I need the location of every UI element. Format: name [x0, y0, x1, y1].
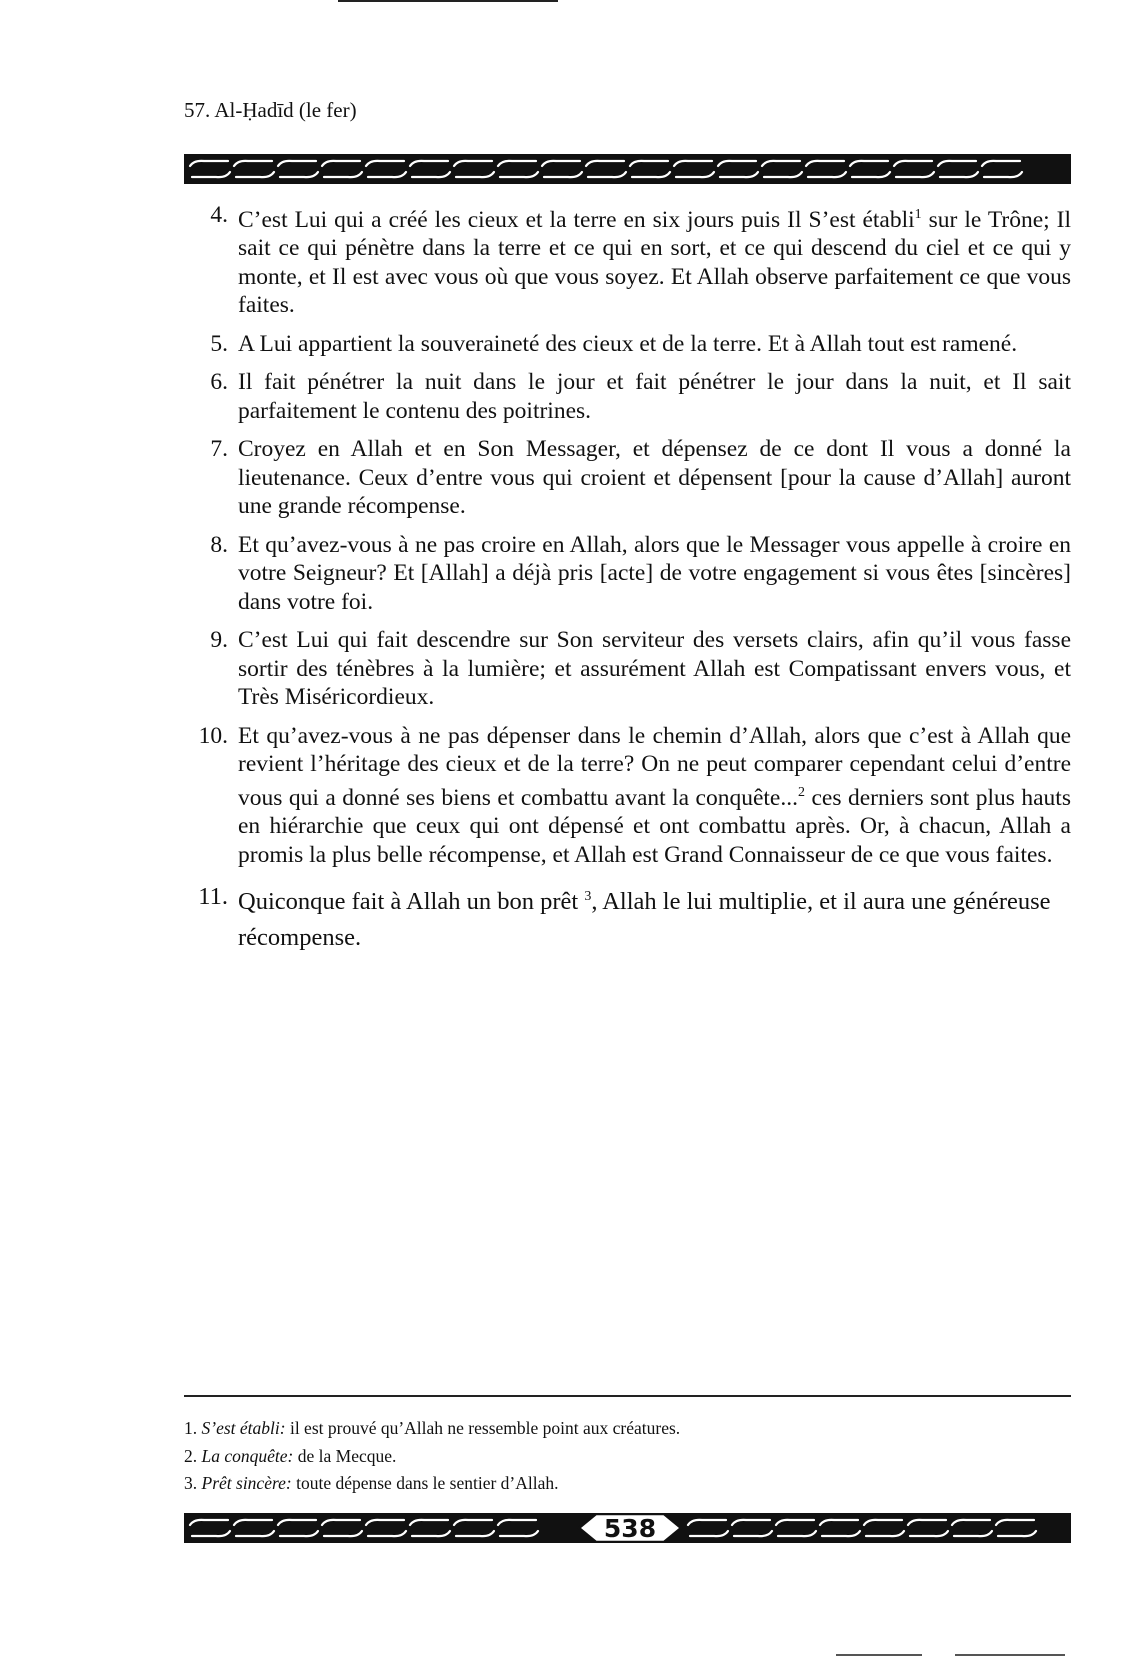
verse-8 — [176, 531, 1071, 617]
verse-9 — [176, 626, 1071, 712]
verse-number: 11. — [198, 883, 228, 911]
verse-text: Il fait pénétrer la nuit dans le jour et fait pénétrer le jour dans la nuit, et Il sait parfaitement le contenu des poitrines. — [238, 369, 1071, 424]
footnote-ref: 1 — [914, 207, 922, 222]
verse-text: C’est Lui qui a créé les cieux et la terre en six jours puis Il S’est établi$^1$ sur le Trône; Il sait ce qui pénètre dans la terre et ce qui en sort, et ce qui descend du ciel et ce qui y monte, et Il est avec vous où que vous soyez. Et Allah observe parfaitement ce que vous faites. — [238, 206, 1071, 319]
verse-7 — [176, 435, 1071, 521]
footnote-3 — [184, 1470, 1071, 1498]
verse-text: A Lui appartient la souveraineté des cieux et de la terre. Et à Allah tout est ramené. — [238, 330, 1018, 357]
bottom-mark — [836, 1654, 922, 1656]
verse-number: 9. — [210, 627, 228, 654]
footnote-1 — [184, 1415, 1071, 1443]
footnote-ref: 3 — [584, 889, 592, 905]
verse-number: 6. — [210, 369, 228, 396]
verse-5 — [176, 330, 1071, 359]
footnote-text: de la Mecque. — [293, 1445, 397, 1466]
footnote-number: 3. — [184, 1473, 198, 1493]
verse-text: C’est Lui qui fait descendre sur Son serviteur des versets clairs, afin qu’il vous fasse sortir des ténèbres à la lumière; et assurément Allah est Compatissant envers vous, et Très Miséricordieux. — [238, 627, 1071, 711]
footnote-list — [184, 1415, 1071, 1498]
verse-11 — [176, 879, 1071, 956]
verse-list — [176, 201, 1071, 966]
page-header: 57. Al-Ḥadīd (le fer) — [184, 98, 357, 122]
ornamental-band-bottom — [184, 1513, 1071, 1543]
verse-10 — [176, 722, 1071, 869]
verse-number: 10. — [198, 722, 228, 749]
verse-6 — [176, 368, 1071, 425]
footnote-term: Prêt sincère: — [201, 1473, 292, 1493]
footnote-text: toute dépense dans le sentier d’Allah. — [291, 1473, 559, 1493]
top-rule — [338, 0, 558, 2]
verse-number: 7. — [210, 436, 228, 463]
page-number: 538 — [603, 1514, 657, 1543]
footnote-ref: 2 — [798, 784, 805, 800]
footnote-number: 2. — [184, 1445, 198, 1466]
footnote-term: La conquête: — [201, 1445, 294, 1466]
verse-text: Quiconque fait à Allah un bon prêt $^3$, Allah le lui multiplie, et il aura une généreuse récompense. — [238, 888, 1051, 952]
verse-4 — [176, 201, 1071, 320]
verse-text: Et qu’avez-vous à ne pas croire en Allah, alors que le Messager vous appelle à croire en votre Seigneur? Et [Allah] a déjà pris [acte] de votre engagement si vous êtes [sincères] dans votre foi. — [238, 531, 1071, 615]
footnote-2 — [184, 1443, 1071, 1471]
verse-number: 5. — [210, 330, 228, 357]
bottom-mark — [955, 1654, 1065, 1656]
verse-number: 4. — [210, 202, 228, 228]
footnote-number: 1. — [184, 1418, 198, 1438]
footnote-divider — [184, 1395, 1071, 1397]
ornamental-band-top — [184, 154, 1071, 184]
verse-number: 8. — [210, 531, 228, 558]
verse-text: Croyez en Allah et en Son Messager, et dépensez de ce dont Il vous a donné la lieutenance. Ceux d’entre vous qui croient et dépensent [pour la cause d’Allah] auront une grande récompense. — [238, 436, 1071, 520]
footnote-term: S’est établi: — [201, 1418, 286, 1438]
verse-text: Et qu’avez-vous à ne pas dépenser dans le chemin d’Allah, alors que c’est à Allah que revient l’héritage des cieux et de la terre? On ne peut comparer cependant celui d’entre vous qui a donné ses biens et combattu avant la conquête...$^2$ ces derniers sont plus hauts en hiérarchie que ceux qui ont dépensé et ont combattu après. Or, à chacun, Allah a promis la plus belle récompense, et Allah est Grand Connaisseur de ce que vous faites. — [238, 722, 1071, 868]
footnote-text: il est prouvé qu’Allah ne ressemble point aux créatures. — [285, 1418, 681, 1438]
